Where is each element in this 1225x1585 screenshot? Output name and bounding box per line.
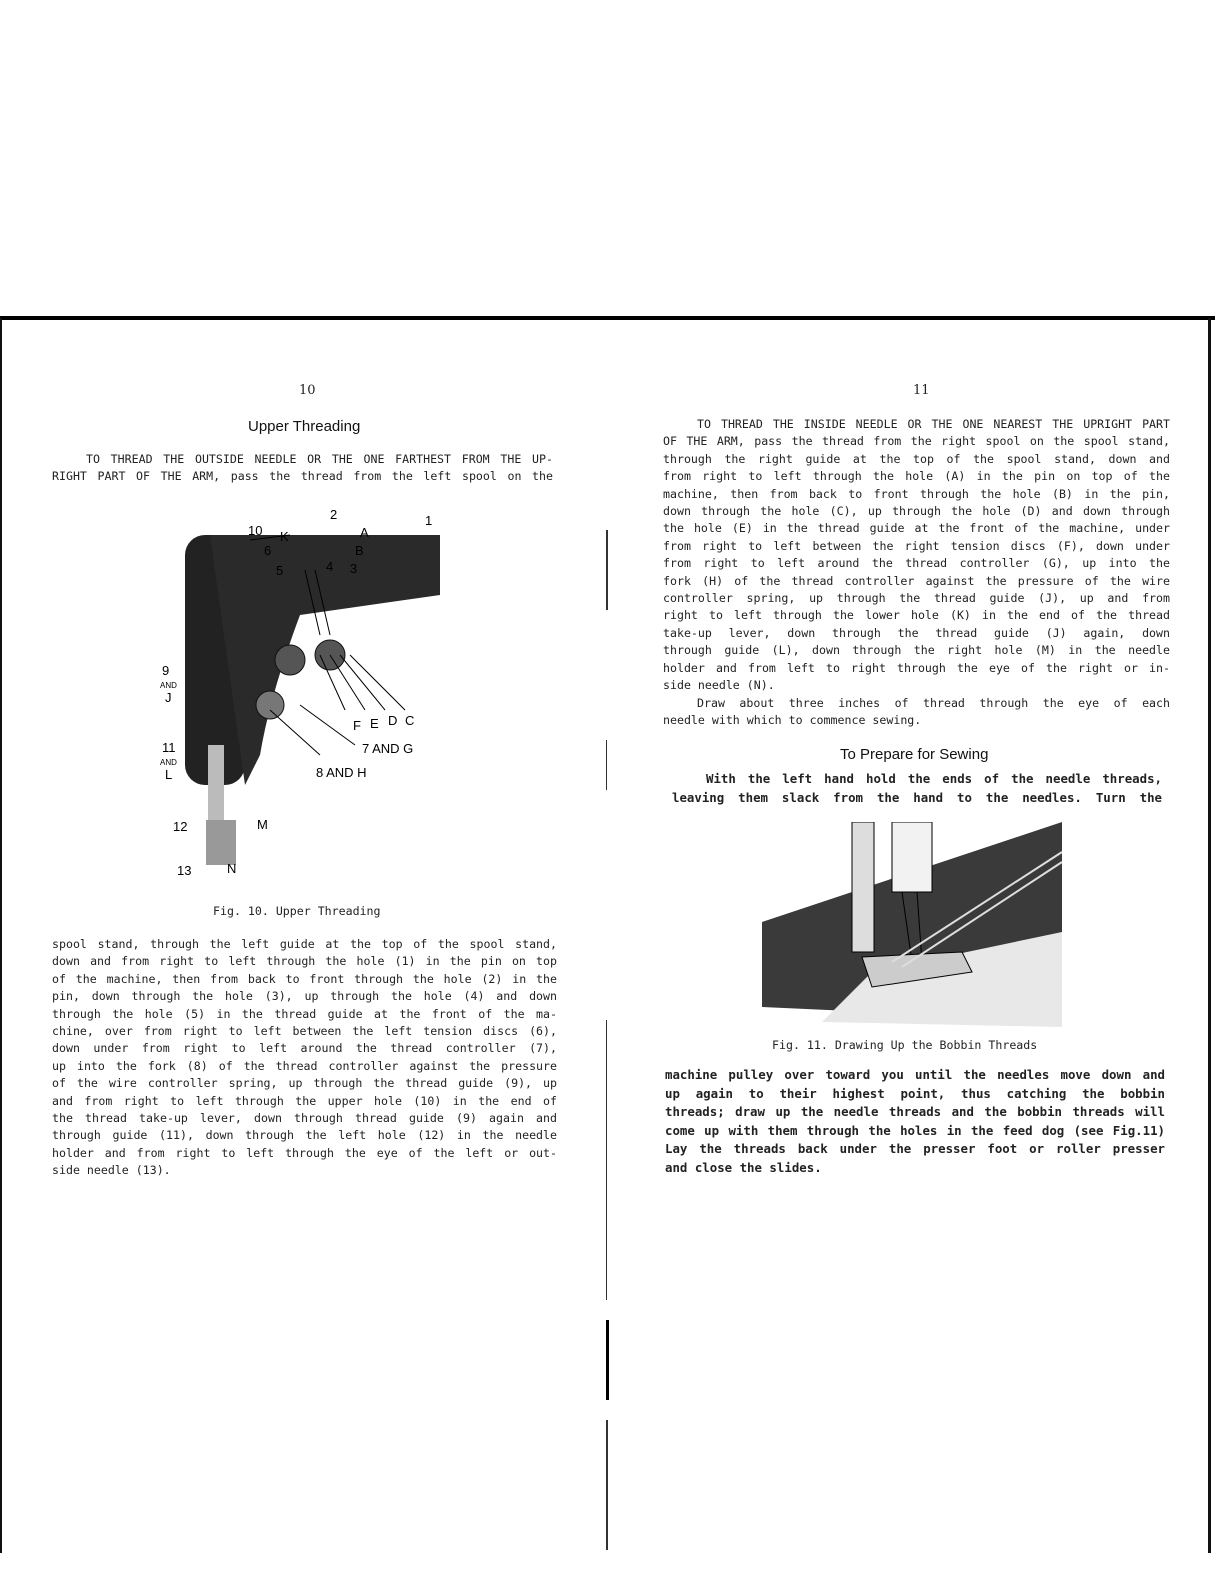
text-line: side needle (13). bbox=[52, 1163, 171, 1178]
body-paragraph-left bbox=[52, 936, 557, 1180]
page-number-right: 11 bbox=[913, 383, 930, 398]
text-line: from right to left through the hole (A) in the pin on top of the bbox=[663, 469, 1170, 484]
fig-label: 12 bbox=[173, 819, 188, 834]
gutter-mark bbox=[606, 1320, 609, 1400]
fig-label: A bbox=[360, 525, 369, 540]
text-line: Lay the threads back under the presser foot or roller presser bbox=[665, 1141, 1165, 1156]
fig10-threading-diagram bbox=[140, 495, 450, 895]
text-line: of the machine, then from back to front through the hole (2) in the bbox=[52, 971, 557, 986]
text-line: down through the hole (C), up through the hole (D) and down through bbox=[663, 504, 1170, 519]
scan-border-top bbox=[0, 316, 1215, 320]
fig-label: F bbox=[353, 718, 361, 733]
text-line: through guide (11), down through the left hole (12) in the needle bbox=[52, 1128, 557, 1143]
fig-label: 1 bbox=[425, 513, 433, 528]
gutter-mark bbox=[606, 740, 607, 790]
scan-border-right bbox=[1208, 318, 1211, 1553]
fig-label: 4 bbox=[326, 559, 334, 574]
fig-label: J bbox=[165, 690, 172, 705]
text-line: needle with which to commence sewing. bbox=[663, 712, 922, 727]
text-line: and close the slides. bbox=[665, 1159, 822, 1175]
inside-needle-paragraph bbox=[663, 416, 1170, 729]
text-line: machine pulley over toward you until the needles move down and bbox=[665, 1067, 1165, 1082]
text-line: OF THE ARM, pass the thread from the right spool on the spool stand, bbox=[663, 434, 1170, 449]
text-line: With the left hand hold the ends of the needle threads, bbox=[706, 771, 1162, 786]
text-line: machine, then from back to front through the hole (B) in the pin, bbox=[663, 486, 1170, 501]
text-line: up again to their highest point, thus catching the bobbin bbox=[665, 1085, 1165, 1101]
fig-label: AND bbox=[160, 681, 177, 690]
fig-label: 11 bbox=[162, 740, 176, 755]
fig11-bobbin-photo bbox=[762, 822, 1062, 1027]
text-line: pin, down through the hole (3), up through the hole (4) and down bbox=[52, 989, 557, 1004]
intro-paragraph bbox=[52, 451, 553, 486]
prepare-paragraph bbox=[672, 770, 1162, 807]
gutter-mark bbox=[606, 1020, 607, 1300]
text-line: down under from right to left around the thread controller (7), bbox=[52, 1041, 557, 1056]
page-number-left: 10 bbox=[299, 383, 316, 398]
text-line: threads; draw up the needle threads and the bobbin threads will bbox=[665, 1104, 1165, 1119]
text-line: holder and from left to right through the eye of the right or in- bbox=[663, 660, 1170, 675]
fig-label: L bbox=[165, 767, 173, 782]
gutter-mark bbox=[606, 530, 608, 610]
fig-label: N bbox=[227, 861, 237, 876]
fig-label: 10 bbox=[248, 523, 263, 538]
fig-label: D bbox=[388, 713, 398, 728]
text-line: chine, over from right to left between the left tension discs (6), bbox=[52, 1024, 557, 1039]
text-line: right to left through the lower hole (K) in the end of the thread bbox=[663, 608, 1170, 623]
fig-label: 2 bbox=[330, 507, 338, 522]
fig-label: K bbox=[280, 529, 289, 544]
text-line: the thread take-up lever, down through thread guide (9) again and bbox=[52, 1111, 557, 1126]
text-line: come up with them through the holes in the feed dog (see Fig.11) bbox=[665, 1122, 1165, 1138]
text-line: through the right guide at the top of the spool stand, down and bbox=[663, 451, 1170, 466]
text-line: TO THREAD THE INSIDE NEEDLE OR THE ONE NEAREST THE UPRIGHT PART bbox=[697, 417, 1170, 431]
text-line: leaving them slack from the hand to the needles. Turn the bbox=[672, 789, 1162, 805]
text-line: take-up lever, down through the thread guide (J) again, down bbox=[663, 625, 1170, 640]
fig-label: C bbox=[405, 713, 415, 728]
text-line: fork (H) of the thread controller against the pressure of the wire bbox=[663, 573, 1170, 588]
fig-label: M bbox=[257, 817, 268, 832]
text-line: controller spring, up through the thread guide (J), up and from bbox=[663, 591, 1170, 606]
fig11-caption: Fig. 11. Drawing Up the Bobbin Threads bbox=[772, 1038, 1038, 1052]
fig-label: 6 bbox=[264, 543, 272, 558]
text-line: side needle (N). bbox=[663, 678, 775, 693]
text-line: Draw about three inches of thread through the eye of each bbox=[697, 695, 1170, 710]
text-line: and from right to left through the upper hole (10) in the end of bbox=[52, 1093, 557, 1108]
text-line: of the wire controller spring, up through the thread guide (9), up bbox=[52, 1076, 557, 1091]
text-line: up into the fork (8) of the thread controller against the pressure bbox=[52, 1058, 557, 1073]
fig10-caption: Fig. 10. Upper Threading bbox=[213, 904, 381, 918]
fig-label: 3 bbox=[350, 561, 358, 576]
gutter-mark bbox=[606, 1420, 608, 1550]
text-line: holder and from right to left through the eye of the left or out- bbox=[52, 1145, 557, 1160]
text-line: from right to left between the right tension discs (F), down under bbox=[663, 538, 1170, 553]
heading-upper-threading: Upper Threading bbox=[248, 418, 361, 435]
fig-label: E bbox=[370, 716, 379, 731]
fig-label: 13 bbox=[177, 863, 192, 878]
scan-border-left bbox=[0, 318, 2, 1553]
pulley-paragraph bbox=[665, 1066, 1165, 1177]
text-line: through the hole (5) in the thread guide at the front of the ma- bbox=[52, 1006, 557, 1021]
text-line: TO THREAD THE OUTSIDE NEEDLE OR THE ONE FARTHEST FROM THE UP- bbox=[86, 452, 553, 466]
fig-label: 9 bbox=[162, 663, 170, 678]
fig-label: B bbox=[355, 543, 364, 558]
text-line: spool stand, through the left guide at the top of the spool stand, bbox=[52, 937, 557, 951]
fig-label: AND bbox=[160, 758, 177, 767]
fig-label: 8 AND H bbox=[316, 765, 367, 780]
text-line: through guide (L), down through the right hole (M) in the needle bbox=[663, 643, 1170, 658]
text-line: RIGHT PART OF THE ARM, pass the thread from the left spool on the bbox=[52, 469, 553, 484]
text-line: the hole (E) in the thread guide at the front of the machine, under bbox=[663, 521, 1170, 536]
text-line: from right to left around the thread controller (G), up into the bbox=[663, 556, 1170, 571]
fig-label: 7 AND G bbox=[362, 741, 414, 756]
heading-prepare-sewing: To Prepare for Sewing bbox=[840, 746, 989, 763]
fig-label: 5 bbox=[276, 563, 284, 578]
text-line: down and from right to left through the hole (1) in the pin on top bbox=[52, 954, 557, 969]
